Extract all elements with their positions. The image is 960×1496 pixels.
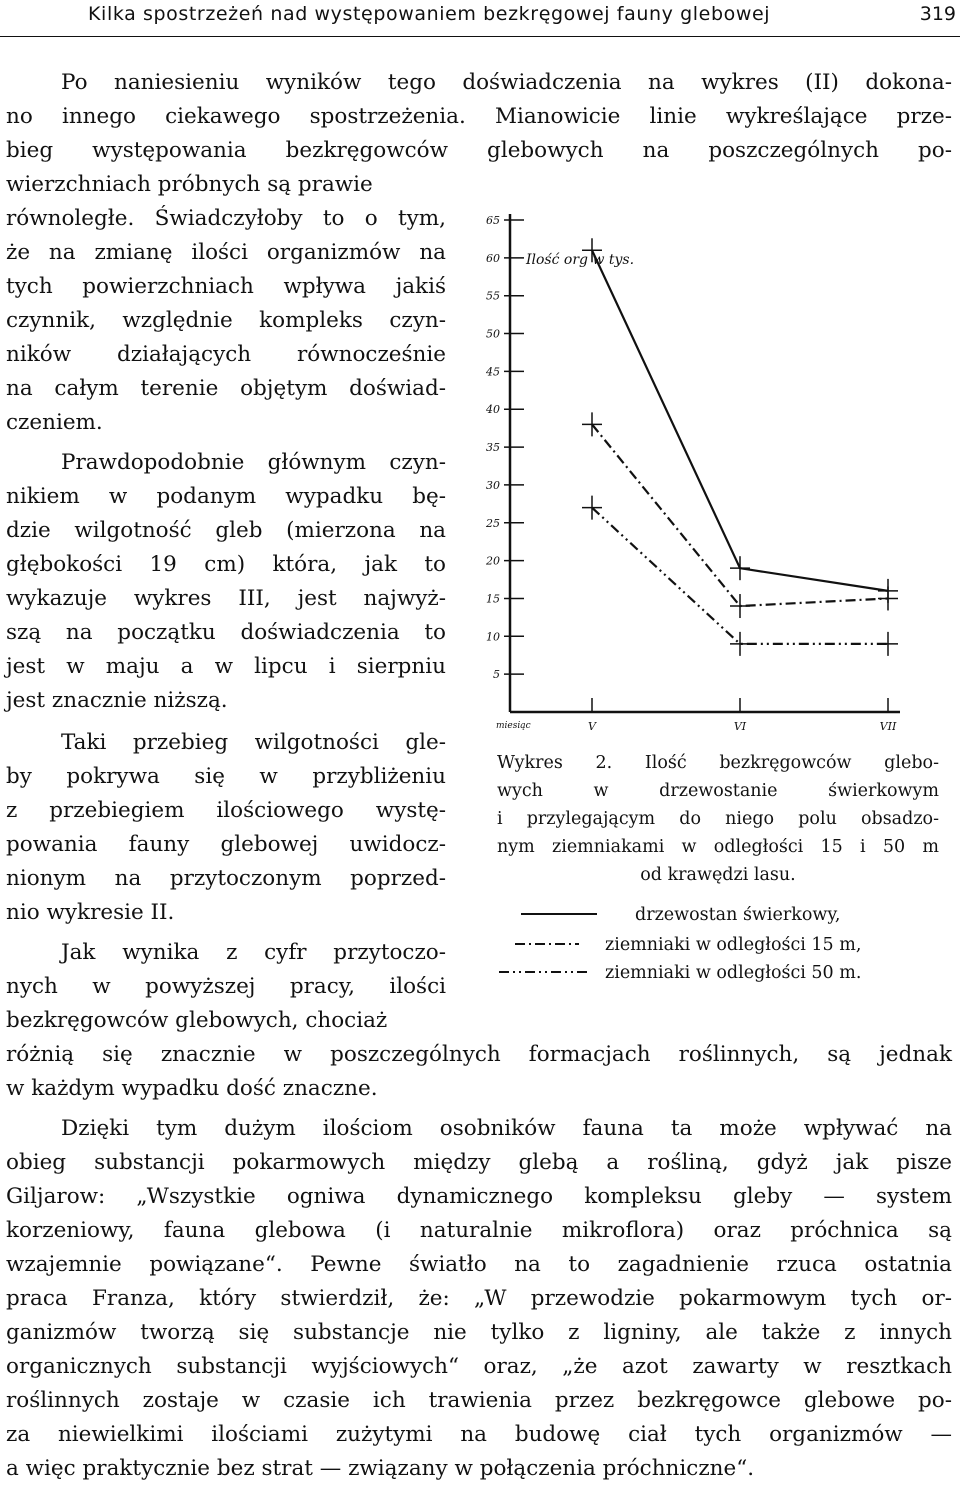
y-tick-label: 50 — [486, 327, 500, 341]
legend-label: drzewostan świerkowy, — [635, 905, 841, 925]
paragraph-line: Prawdopodobnie głównym czyn- — [61, 450, 446, 475]
paragraph-line: Jak wynika z cyfr przytoczo- — [61, 940, 446, 965]
y-axis-label: Ilość org w tys. — [526, 252, 635, 268]
legend-entry — [497, 902, 957, 928]
paragraph-line: powania fauny glebowej uwidocz- — [6, 832, 446, 857]
paragraph-line: jest w maju a w lipcu i sierpniu — [6, 654, 446, 679]
paragraph-line: z przebiegiem ilościowego wystę- — [6, 798, 446, 823]
figure-caption-line: i przylegającym do niego polu obsadzo- — [497, 809, 939, 829]
legend-entry — [497, 932, 957, 958]
paragraph-line: bezkręgowców glebowych, chociaż — [6, 1008, 388, 1033]
y-tick-label: 65 — [486, 214, 500, 227]
paragraph-line: głębokości 19 cm) która, jak to — [6, 552, 446, 577]
x-tick-label: VII — [879, 720, 897, 733]
paragraph-line: szą na początku doświadczenia to — [6, 620, 446, 645]
paragraph-line: praca Franza, który stwierdził, że: „W przewodzie pokarmowym tych or- — [6, 1286, 952, 1311]
paragraph-line: tych powierzchniach wpływa jakiś — [6, 274, 446, 299]
paragraph-line: Taki przebieg wilgotności gle- — [61, 730, 446, 755]
legend-line-dashdot — [497, 936, 597, 952]
paragraph-line: wzajemnie powiązane“. Pewne światło na to zagadnienie rzuca ostatnia — [6, 1252, 952, 1277]
paragraph-line: ganizmów tworzą się substancje nie tylko z ligniny, ale także z innych — [6, 1320, 952, 1345]
x-axis-left-label: miesiąc — [496, 721, 531, 731]
paragraph-line: nych w powyższej pracy, ilości — [6, 974, 446, 999]
running-title: Kilka spostrzeżeń nad występowaniem bezkręgowej fauny glebowej — [88, 3, 771, 25]
paragraph-line: Po naniesieniu wyników tego doświadczenia na wykres (II) dokona- — [61, 70, 952, 95]
legend-label: ziemniaki w odległości 50 m. — [605, 963, 862, 983]
paragraph-line: czeniem. — [6, 410, 103, 435]
paragraph-line: równoległe. Świadczyłoby to o tym, — [6, 206, 446, 231]
paragraph-line: wykazuje wykres III, jest najwyż- — [6, 586, 446, 611]
paragraph-line: jest znacznie niższą. — [6, 688, 228, 713]
paragraph-line: na całym terenie objętym doświad- — [6, 376, 446, 401]
paragraph-line: ników działających równocześnie — [6, 342, 446, 367]
x-tick-label: V — [588, 720, 596, 733]
page-number: 319 — [919, 3, 956, 25]
figure-caption-line: Wykres 2. Ilość bezkręgowców glebo- — [497, 753, 939, 773]
x-tick-label: VI — [733, 720, 747, 733]
running-header — [0, 0, 960, 37]
y-tick-label: 25 — [486, 516, 500, 530]
paragraph-line: no innego ciekawego spostrzeżenia. Mianowicie linie wykreślające prze- — [6, 104, 952, 129]
paragraph-line: obieg substancji pokarmowych między glebą a rośliną, gdyż jak pisze — [6, 1150, 952, 1175]
y-tick-label: 30 — [486, 478, 500, 492]
paragraph-line: organicznych substancji wyjściowych“ oraz, „że azot zawarty w resztkach — [6, 1354, 952, 1379]
paragraph-line: wierzchniach próbnych są prawie — [6, 172, 373, 197]
series-line — [592, 250, 888, 591]
legend-entry — [497, 960, 957, 986]
legend-line-solid — [497, 906, 597, 922]
paragraph-line: by pokrywa się w przybliżeniu — [6, 764, 446, 789]
y-tick-label: 45 — [486, 365, 500, 379]
paragraph-line: za niewielkimi ilościami zużytymi na budowę ciał tych organizmów — — [6, 1422, 952, 1447]
y-tick-label: 60 — [486, 251, 500, 265]
paragraph-line: korzeniowy, fauna glebowa (i naturalnie mikroflora) oraz próchnica są — [6, 1218, 952, 1243]
y-tick-label: 10 — [486, 630, 500, 644]
paragraph-line: czynnik, względnie kompleks czyn- — [6, 308, 446, 333]
paragraph-line: w każdym wypadku dość znaczne. — [6, 1076, 378, 1101]
paragraph-line: nionym na przytoczonym poprzed- — [6, 866, 446, 891]
paragraph-line: roślinnych zostaje w czasie ich trawienia przez bezkręgowce glebowe po- — [6, 1388, 952, 1413]
legend-label: ziemniaki w odległości 15 m, — [605, 935, 862, 955]
paragraph-line: nio wykresie II. — [6, 900, 175, 925]
y-tick-label: 35 — [486, 441, 500, 455]
paragraph-line: nikiem w podanym wypadku bę- — [6, 484, 446, 509]
paragraph-line: Giljarow: „Wszystkie ogniwa dynamicznego kompleksu gleby — system — [6, 1184, 952, 1209]
figure-caption-line: nym ziemniakami w odległości 15 i 50 m — [497, 837, 939, 857]
y-tick-label: 40 — [486, 403, 500, 417]
y-tick-label: 15 — [486, 592, 500, 606]
paragraph-line: bieg występowania bezkręgowców glebowych na poszczególnych po- — [6, 138, 952, 163]
paragraph-line: a więc praktycznie bez strat — związany w połączenia próchniczne“. — [6, 1456, 755, 1481]
paragraph-line: Dzięki tym dużym ilościom osobników fauna ta może wpływać na — [61, 1116, 952, 1141]
paragraph-line: że na zmianę ilości organizmów na — [6, 240, 446, 265]
y-tick-label: 20 — [486, 554, 500, 568]
legend-line-dashdotdot — [497, 964, 597, 980]
y-tick-label: 55 — [486, 289, 500, 303]
y-tick-label: 5 — [493, 668, 500, 682]
paragraph-line: różnią się znacznie w poszczególnych formacjach roślinnych, są jednak — [6, 1042, 952, 1067]
line-chart — [470, 200, 940, 740]
figure-caption-line: wych w drzewostanie świerkowym — [497, 781, 939, 801]
paragraph-line: dzie wilgotność gleb (mierzona na — [6, 518, 446, 543]
figure-caption-line: od krawędzi lasu. — [640, 865, 796, 885]
